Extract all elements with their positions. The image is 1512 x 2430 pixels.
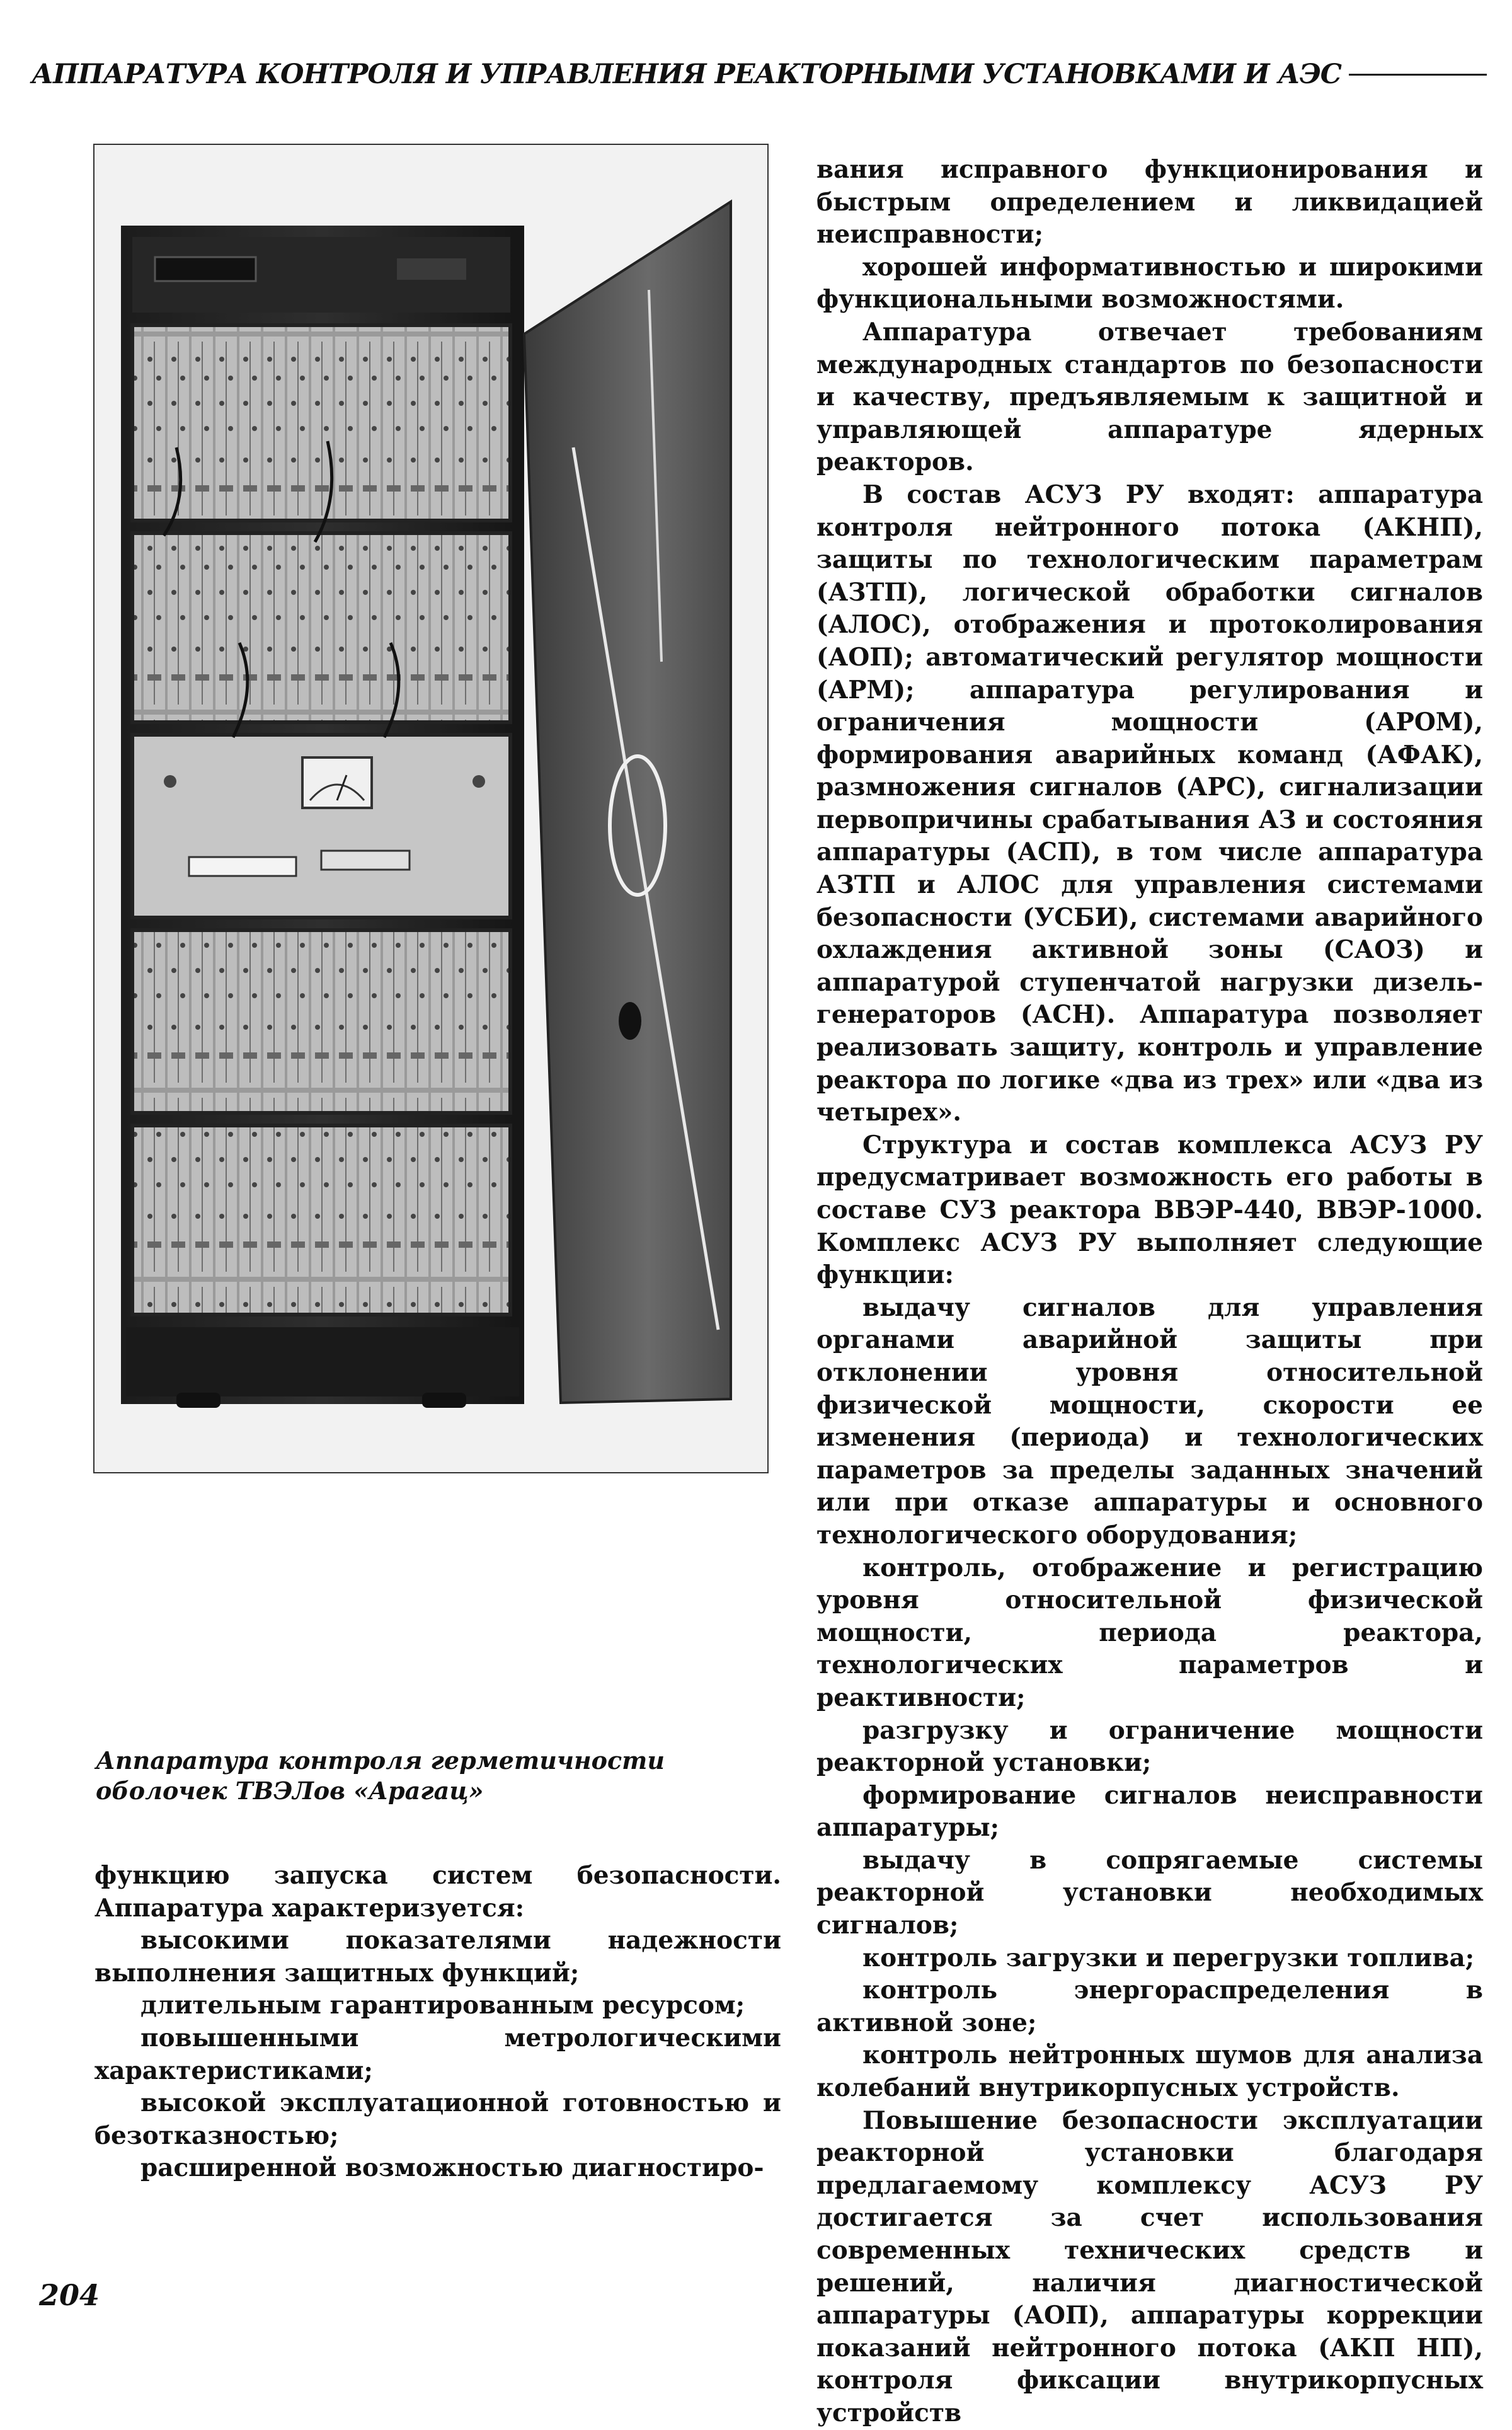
list-item: контроль загрузки и перегрузки топлива;	[862, 1943, 1475, 1972]
list-item: контроль энергораспределения в активной зоне;	[816, 1976, 1483, 2037]
list-item: длительным гарантированным ресурсом;	[140, 1991, 745, 2020]
paragraph: В состав АСУЗ РУ входят: аппаратура контроля нейтронного потока (АКНП), защиты по технологическим параметрам (АЗТП), логической обработки сигналов (АЛОС), отображения и протоколирования (АОП); автоматический регулятор мощности (АРМ); аппаратура регулирования и ограничения мощности (АРОМ), формирования аварийных команд (АФАК), размножения сигналов (АРС), сигнализации первопричины срабатывания АЗ и состояния аппаратуры (АСП), в том числе аппаратура АЗТП и АЛОС для управления системами безопасности (УСБИ), системами аварийного охлаждения активной зоны (САОЗ) и аппаратурой ступенчатой нагрузки дизель-генераторов (АСН). Аппаратура позволяет реализовать защиту, контроль и управление реактора по логике «два из трех» или «два из четырех».	[816, 480, 1483, 1127]
paragraph: вания исправного функционирования и быстрым определением и ликвидацией неисправности;	[816, 155, 1483, 250]
list-item: расширенной возможностью диагностиро-	[140, 2153, 764, 2183]
list-item: выдачу в сопрягаемые системы реакторной установки необходимых сигналов;	[816, 1845, 1483, 1940]
right-column	[816, 154, 1483, 2430]
equipment-photo	[93, 144, 769, 1473]
cabinet-illustration	[94, 145, 767, 1472]
list-item: высокой эксплуатационной готовностью и безотказностью;	[94, 2088, 781, 2150]
paragraph: функцию запуска систем безопасности. Аппаратура характеризуется:	[94, 1861, 781, 1923]
figure-caption: Аппаратура контроля герметичности оболочек ТВЭЛов «Арагац»	[96, 1746, 665, 1805]
header-title: АППАРАТУРА КОНТРОЛЯ И УПРАВЛЕНИЯ РЕАКТОРНЫМИ УСТАНОВКАМИ И АЭС	[32, 59, 1342, 90]
running-header	[32, 55, 1487, 93]
list-item: выдачу сигналов для управления органами аварийной защиты при отклонении уровня относительной физической мощности, скорости ее изменения (периода) и технологических параметров за пределы заданных значений или при отказе аппаратуры и основного технологического оборудования;	[816, 1293, 1483, 1550]
list-item: формирование сигналов неисправности аппаратуры;	[816, 1780, 1483, 1843]
page-number: 204	[39, 2278, 100, 2312]
paragraph: Аппаратура отвечает требованиям международных стандартов по безопасности и качеству, предъявляемым к защитной и управляющей аппаратуре ядерных реакторов.	[816, 317, 1483, 477]
paragraph: Структура и состав комплекса АСУЗ РУ предусматривает возможность его работы в составе СУЗ реактора ВВЭР-440, ВВЭР-1000. Комплекс АСУЗ РУ выполняет следующие функции:	[816, 1130, 1483, 1290]
paragraph: Повышение безопасности эксплуатации реакторной установки благодаря предлагаемому комплексу АСУЗ РУ достигается за счет использования современных технических средств и решений, наличия диагностической аппаратуры (АОП), аппаратуры коррекции показаний нейтронного потока (АКП НП), контроля фиксации внутрикорпусных устройств	[816, 2105, 1483, 2427]
list-item: контроль, отображение и регистрацию уровня относительной физической мощности, периода реактора, технологических параметров и реактивности;	[816, 1553, 1483, 1712]
list-item: повышенными метрологическими характеристиками;	[94, 2023, 781, 2085]
list-item: хорошей информативностью и широкими функциональными возможностями.	[816, 252, 1483, 314]
left-column	[94, 1860, 781, 2185]
list-item: высокими показателями надежности выполнения защитных функций;	[94, 1926, 781, 1988]
header-rule	[1349, 74, 1487, 76]
list-item: контроль нейтронных шумов для анализа колебаний внутрикорпусных устройств.	[816, 2041, 1483, 2103]
list-item: разгрузку и ограничение мощности реакторной установки;	[816, 1715, 1483, 1778]
